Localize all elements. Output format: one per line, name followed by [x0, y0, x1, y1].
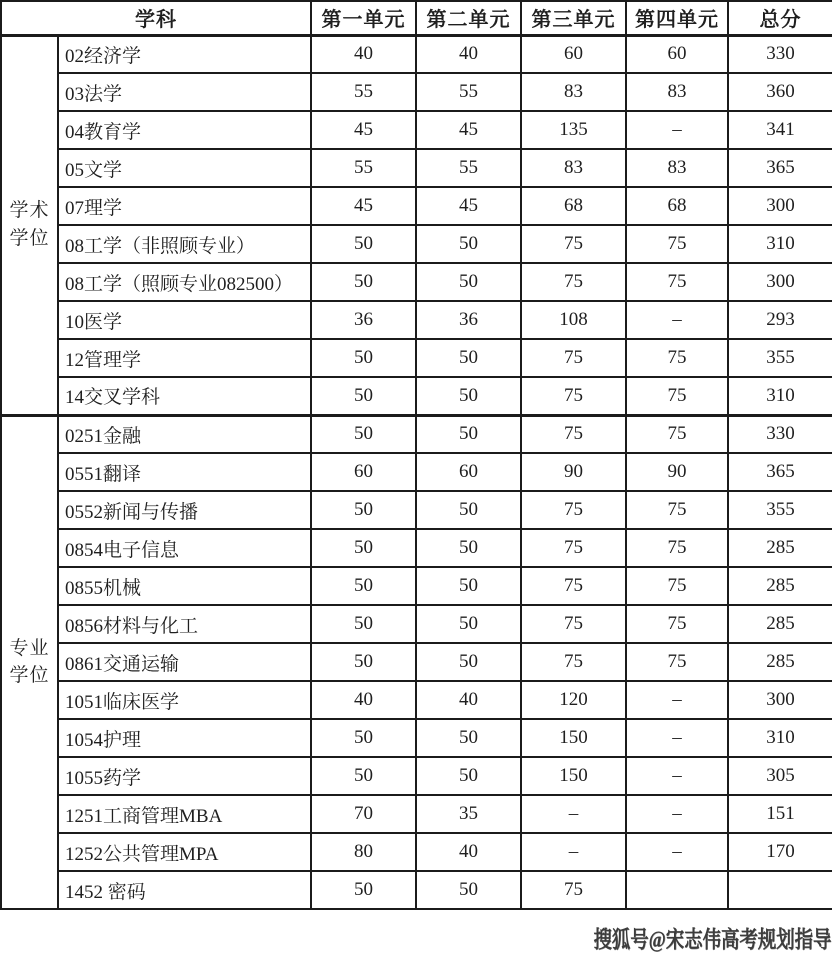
score-cell: 310	[728, 225, 832, 263]
score-cell: 300	[728, 681, 832, 719]
score-cell: –	[626, 757, 728, 795]
score-cell: 330	[728, 415, 832, 453]
table-row	[1, 491, 832, 529]
column-header-subject: 学科	[1, 1, 311, 35]
score-cell: 75	[521, 529, 626, 567]
subject-cell: 0856材料与化工	[58, 605, 311, 643]
subject-cell: 1054护理	[58, 719, 311, 757]
score-cell: 83	[521, 73, 626, 111]
score-cell: 300	[728, 187, 832, 225]
table-row	[1, 719, 832, 757]
table-row	[1, 871, 832, 909]
score-cell: –	[626, 795, 728, 833]
score-cell: 50	[311, 871, 416, 909]
score-cell: 75	[521, 377, 626, 415]
score-cell: 55	[311, 73, 416, 111]
score-cell: 75	[626, 263, 728, 301]
score-cell: 40	[416, 681, 521, 719]
subject-cell: 1055药学	[58, 757, 311, 795]
score-cell: 60	[626, 35, 728, 73]
score-cell: 365	[728, 453, 832, 491]
subject-cell: 12管理学	[58, 339, 311, 377]
score-cell: 50	[311, 377, 416, 415]
score-cell: 40	[311, 35, 416, 73]
score-cell: 310	[728, 719, 832, 757]
subject-cell: 1251工商管理MBA	[58, 795, 311, 833]
score-cell: 50	[416, 605, 521, 643]
score-cell: 150	[521, 757, 626, 795]
score-cell: –	[626, 681, 728, 719]
subject-cell: 07理学	[58, 187, 311, 225]
score-cell: –	[521, 795, 626, 833]
score-cell: 36	[311, 301, 416, 339]
score-cell: 45	[311, 111, 416, 149]
table-row	[1, 339, 832, 377]
table-row	[1, 833, 832, 871]
score-cell: 40	[416, 833, 521, 871]
score-cell: 75	[626, 225, 728, 263]
score-cell: 80	[311, 833, 416, 871]
subject-cell: 04教育学	[58, 111, 311, 149]
table-row	[1, 149, 832, 187]
score-cell: 90	[521, 453, 626, 491]
score-cell: 293	[728, 301, 832, 339]
watermark-text: 搜狐号@宋志伟高考规划指导	[593, 927, 831, 952]
score-cell: 60	[521, 35, 626, 73]
subject-cell: 0251金融	[58, 415, 311, 453]
score-cell: 120	[521, 681, 626, 719]
score-cell: 40	[416, 35, 521, 73]
score-cell: 75	[626, 415, 728, 453]
score-cell: 50	[416, 643, 521, 681]
score-cell: 50	[416, 339, 521, 377]
score-cell: 360	[728, 73, 832, 111]
score-cell: 75	[521, 415, 626, 453]
score-cell: 70	[311, 795, 416, 833]
subject-cell: 1252公共管理MPA	[58, 833, 311, 871]
score-cell: 68	[626, 187, 728, 225]
score-cell: –	[626, 301, 728, 339]
column-header-unit1: 第一单元	[311, 1, 416, 35]
score-cell: 330	[728, 35, 832, 73]
header-row	[1, 1, 832, 35]
score-cell: 50	[416, 719, 521, 757]
table-row	[1, 111, 832, 149]
score-cell: 40	[311, 681, 416, 719]
score-cell: 55	[311, 149, 416, 187]
table-row	[1, 567, 832, 605]
subject-cell: 1051临床医学	[58, 681, 311, 719]
subject-cell: 14交叉学科	[58, 377, 311, 415]
table-row	[1, 529, 832, 567]
score-cell: 83	[626, 149, 728, 187]
table-row	[1, 35, 832, 73]
score-cell: –	[626, 833, 728, 871]
table-row	[1, 453, 832, 491]
degree-group-cell: 专业学位	[1, 415, 58, 909]
score-cell: 75	[521, 567, 626, 605]
score-cell: 50	[416, 757, 521, 795]
subject-cell: 0854电子信息	[58, 529, 311, 567]
score-cell: 50	[311, 225, 416, 263]
degree-group-cell: 学术学位	[1, 35, 58, 415]
score-cell: 365	[728, 149, 832, 187]
table-row	[1, 795, 832, 833]
score-cell: 90	[626, 453, 728, 491]
score-cell: 50	[311, 529, 416, 567]
score-cell: 75	[626, 529, 728, 567]
subject-cell: 08工学（照顾专业082500）	[58, 263, 311, 301]
table-row	[1, 187, 832, 225]
score-cell: 341	[728, 111, 832, 149]
subject-cell: 0551翻译	[58, 453, 311, 491]
score-cell: 151	[728, 795, 832, 833]
score-cell: 50	[311, 491, 416, 529]
score-cell: 285	[728, 529, 832, 567]
table-row	[1, 415, 832, 453]
score-cell: 60	[416, 453, 521, 491]
score-cell: 75	[521, 871, 626, 909]
table-row	[1, 225, 832, 263]
score-cell: 75	[626, 491, 728, 529]
subject-cell: 0552新闻与传播	[58, 491, 311, 529]
score-cell: 45	[416, 187, 521, 225]
score-cell: –	[626, 111, 728, 149]
score-cell: 108	[521, 301, 626, 339]
subject-cell: 02经济学	[58, 35, 311, 73]
score-cell: 50	[311, 643, 416, 681]
score-cell: 310	[728, 377, 832, 415]
score-cell: 36	[416, 301, 521, 339]
score-cell: 50	[416, 491, 521, 529]
score-cell: 75	[626, 339, 728, 377]
score-cell: 285	[728, 567, 832, 605]
score-cell: –	[521, 833, 626, 871]
table-row	[1, 263, 832, 301]
table-row	[1, 605, 832, 643]
score-cell: 355	[728, 491, 832, 529]
subject-cell: 0855机械	[58, 567, 311, 605]
score-cell: 68	[521, 187, 626, 225]
score-cell: 300	[728, 263, 832, 301]
score-cell: 355	[728, 339, 832, 377]
score-cell: 45	[311, 187, 416, 225]
score-cell: 55	[416, 149, 521, 187]
score-cell: 50	[416, 871, 521, 909]
subject-cell: 0861交通运输	[58, 643, 311, 681]
score-cell: 45	[416, 111, 521, 149]
score-cell: 170	[728, 833, 832, 871]
score-cell: 50	[311, 567, 416, 605]
table-row	[1, 643, 832, 681]
score-cell: 83	[626, 73, 728, 111]
table-row	[1, 757, 832, 795]
score-cell: 75	[521, 225, 626, 263]
table-row	[1, 681, 832, 719]
score-cell: 50	[416, 567, 521, 605]
score-cell: 150	[521, 719, 626, 757]
score-cell: 50	[311, 339, 416, 377]
score-cell: 50	[311, 263, 416, 301]
subject-cell: 05文学	[58, 149, 311, 187]
table-row	[1, 73, 832, 111]
score-cell	[728, 871, 832, 909]
score-cell: 75	[626, 377, 728, 415]
subject-cell: 1452 密码	[58, 871, 311, 909]
score-cell: 50	[311, 719, 416, 757]
score-cell: 75	[626, 643, 728, 681]
subject-cell: 03法学	[58, 73, 311, 111]
score-cell: –	[626, 719, 728, 757]
score-cell: 75	[626, 567, 728, 605]
score-cell: 50	[416, 529, 521, 567]
score-cell: 50	[416, 415, 521, 453]
score-cell: 75	[521, 643, 626, 681]
score-cell: 75	[626, 605, 728, 643]
score-cell: 35	[416, 795, 521, 833]
column-header-unit2: 第二单元	[416, 1, 521, 35]
score-cell: 135	[521, 111, 626, 149]
score-cell: 285	[728, 643, 832, 681]
score-cell: 55	[416, 73, 521, 111]
column-header-unit4: 第四单元	[626, 1, 728, 35]
table-row	[1, 377, 832, 415]
score-cell: 75	[521, 339, 626, 377]
score-cell: 50	[311, 757, 416, 795]
score-cell: 75	[521, 491, 626, 529]
score-cell: 50	[416, 263, 521, 301]
column-header-total: 总分	[728, 1, 832, 35]
score-cell: 305	[728, 757, 832, 795]
score-cell: 60	[311, 453, 416, 491]
score-cell: 285	[728, 605, 832, 643]
score-cell: 75	[521, 263, 626, 301]
column-header-unit3: 第三单元	[521, 1, 626, 35]
score-cell	[626, 871, 728, 909]
subject-cell: 08工学（非照顾专业）	[58, 225, 311, 263]
score-cell: 50	[416, 225, 521, 263]
score-cell: 75	[521, 605, 626, 643]
score-cell: 50	[416, 377, 521, 415]
score-cell: 83	[521, 149, 626, 187]
score-cell: 50	[311, 415, 416, 453]
subject-cell: 10医学	[58, 301, 311, 339]
table-row	[1, 301, 832, 339]
score-cell: 50	[311, 605, 416, 643]
